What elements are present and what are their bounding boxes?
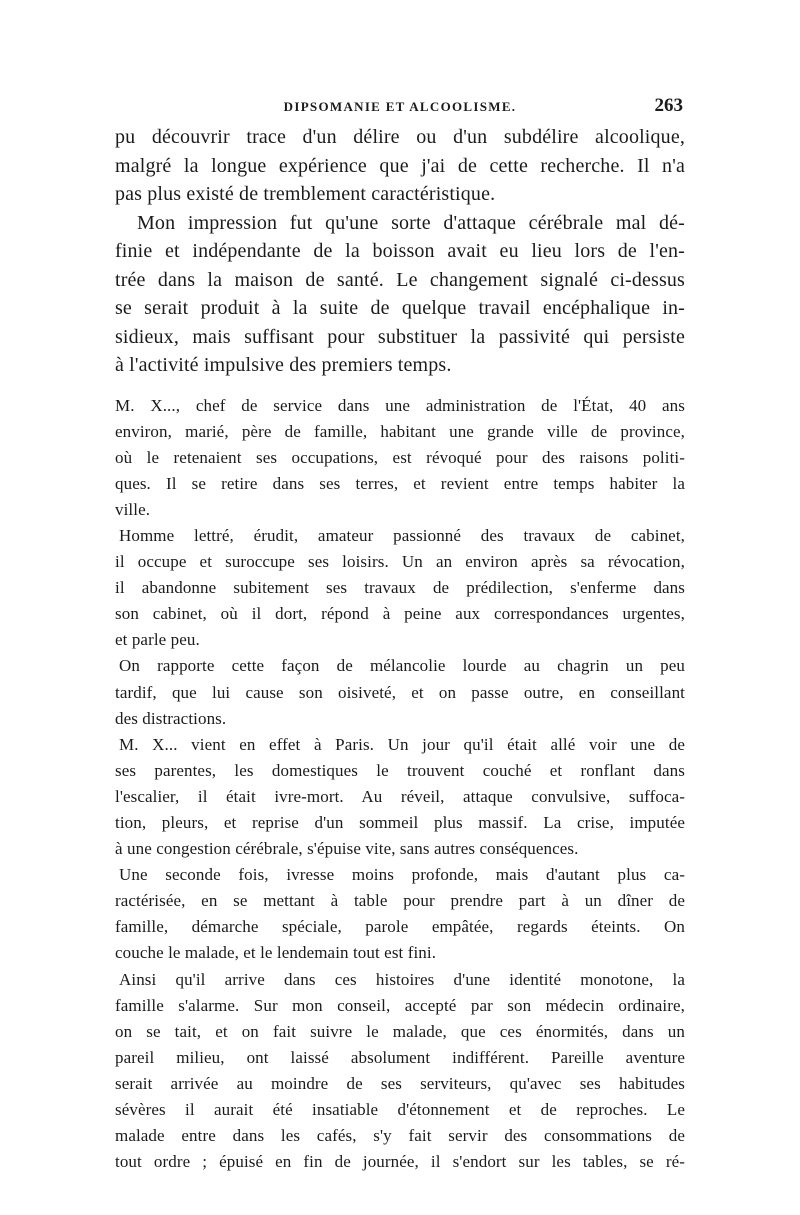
text-line: M. X... vient en effet à Paris. Un jour qu'il était allé voir une de [119,734,685,754]
text-line: malade entre dans les cafés, s'y fait servir des consommations de [115,1126,685,1146]
text-line: pu découvrir trace d'un délire ou d'un subdélire alcoolique, [115,126,685,148]
text-line: et parle peu. [115,630,200,650]
running-head [115,93,685,123]
text-line: à l'activité impulsive des premiers temps. [115,354,452,376]
text-line: Ainsi qu'il arrive dans ces histoires d'une identité monotone, la [119,969,685,989]
text-line: pas plus existé de tremblement caractéristique. [115,183,496,205]
text-line: ses parentes, les domestiques le trouvent couché et ronflant dans [115,760,685,780]
text-line: Homme lettré, érudit, amateur passionné des travaux de cabinet, [119,525,685,545]
text-line: on se tait, et on fait suivre le malade, que ces énormités, dans un [115,1021,685,1041]
text-line: trée dans la maison de santé. Le changement signalé ci-dessus [115,268,685,291]
text-line: sidieux, mais suffisant pour substituer la passivité qui persiste [115,325,685,348]
text-line: il abandonne subitement ses travaux de prédilection, s'enferme dans [115,578,685,598]
text-line: son cabinet, où il dort, répond à peine aux correspondances urgentes, [115,604,685,624]
running-title: DIPSOMANIE ET ALCOOLISME. [283,99,517,114]
text-line: il occupe et suroccupe ses loisirs. Un an environ après sa révocation, [115,552,685,572]
main-text-block [115,123,685,380]
text-line: tout ordre ; épuisé en fin de journée, il s'endort sur les tables, se ré- [115,1152,685,1172]
text-line: malgré la longue expérience que j'ai de cette recherche. Il n'a [115,154,685,177]
text-line: où le retenaient ses occupations, est révoqué pour des raisons politi- [115,447,685,467]
text-line: famille s'alarme. Sur mon conseil, accepté par son médecin ordinaire, [115,995,685,1015]
text-line: à une congestion cérébrale, s'épuise vite, sans autres conséquences. [115,839,579,859]
book-page [115,93,685,1175]
text-line: environ, marié, père de famille, habitant une grande ville de province, [115,421,685,441]
text-line: tardif, que lui cause son oisiveté, et on passe outre, en conseillant [115,682,685,702]
text-line: On rapporte cette façon de mélancolie lourde au chagrin un peu [119,656,685,676]
text-line: ques. Il se retire dans ses terres, et revient entre temps habiter la [115,473,685,493]
text-line: M. X..., chef de service dans une administration de l'État, 40 ans [115,395,685,415]
text-line: sévères il aurait été insatiable d'étonnement et de reproches. Le [115,1100,685,1120]
text-line: tion, pleurs, et reprise d'un sommeil plus massif. La crise, imputée [115,813,685,832]
case-observation-block [115,393,685,1176]
text-line: des distractions. [115,708,227,728]
text-line: ville. [115,499,151,519]
text-line: couche le malade, et le lendemain tout est fini. [115,943,437,963]
text-line: Mon impression fut qu'une sorte d'attaque cérébrale mal dé- [137,211,685,234]
text-line: ractérisée, en se mettant à table pour prendre part à un dîner de [115,891,685,911]
text-line: serait arrivée au moindre de ses serviteurs, qu'avec ses habitudes [115,1073,685,1093]
text-line: l'escalier, il était ivre-mort. Au réveil, attaque convulsive, suffoca- [115,786,685,806]
text-line: pareil milieu, ont laissé absolument indifférent. Pareille aventure [115,1047,685,1067]
text-line: Une seconde fois, ivresse moins profonde, mais d'autant plus ca- [119,865,685,885]
page-number: 263 [654,95,683,116]
text-line: se serait produit à la suite de quelque travail encéphalique in- [115,297,685,319]
text-line: finie et indépendante de la boisson avait eu lieu lors de l'en- [115,240,685,262]
text-line: famille, démarche spéciale, parole empâtée, regards éteints. On [115,917,685,937]
